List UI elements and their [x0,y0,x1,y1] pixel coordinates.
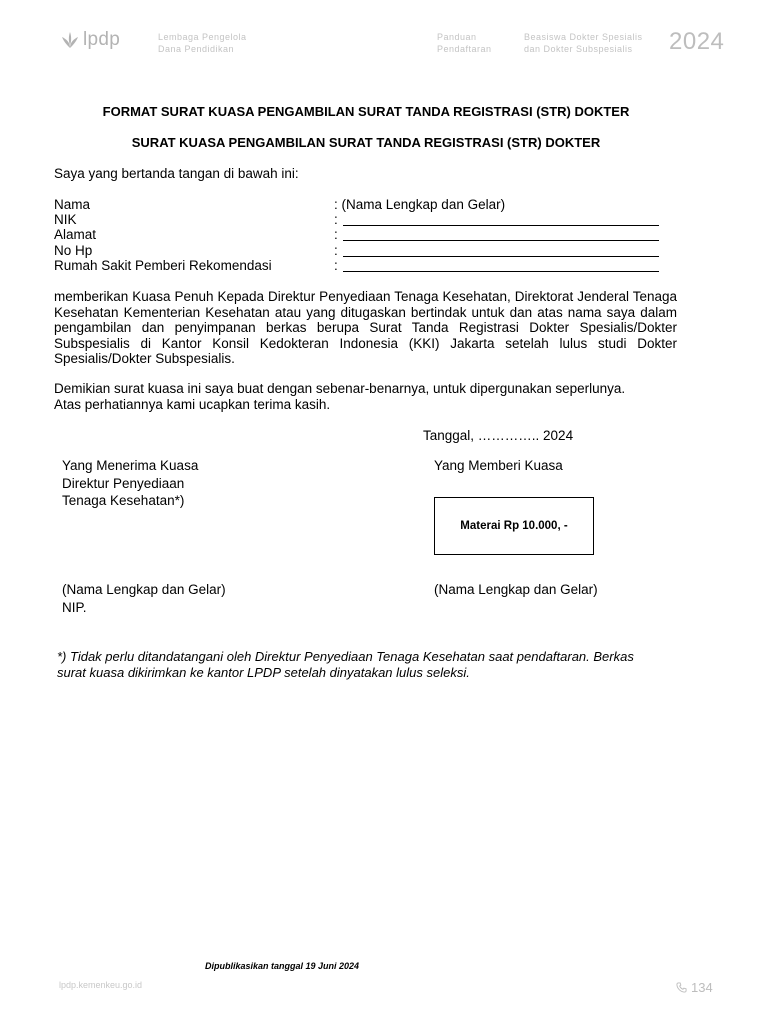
authorization-paragraph: memberikan Kuasa Penuh Kepada Direktur Penyediaan Tenaga Kesehatan, Direktorat Jenderal Tenaga Kesehatan Kementerian Kesehatan atau yang ditugaskan bertindak untuk dan atas nama saya dalam pengambilan dan penyimpanan berkas berupa Surat Tanda Registrasi Dokter Spesialis/Dokter Subspesialis di Kantor Konsil Kedokteran Indonesia (KKI) Jakarta setelah lulus studi Dokter Spesialis/Dokter Subspesialis. [54,289,677,366]
receiver-name: (Nama Lengkap dan Gelar) [62,582,226,597]
field-value-rumah-sakit: : [334,258,338,273]
intro-text: Saya yang bertanda tangan di bawah ini: [54,166,299,181]
date-line: Tanggal, ………….. 2024 [423,428,574,443]
format-title: FORMAT SURAT KUASA PENGAMBILAN SURAT TANDA REGISTRASI (STR) DOKTER [102,104,630,119]
field-value-alamat: : [334,227,338,242]
field-value-nama: : (Nama Lengkap dan Gelar) [334,197,506,212]
brand-text: lpdp [83,29,121,50]
published-date: Dipublikasikan tanggal 19 Juni 2024 [205,961,360,971]
field-label-nik: NIK [54,212,77,227]
stamp-text: Materai Rp 10.000, - [460,520,568,532]
guide-line-2: Pendaftaran [437,44,492,54]
stamp-box [434,497,594,555]
header-year: 2024 [669,28,725,55]
receiver-nip: NIP. [62,600,87,615]
field-value-nohp: : [334,243,338,258]
leaf-logo-icon [60,30,80,50]
giver-name: (Nama Lengkap dan Gelar) [434,582,598,597]
field-label-nohp: No Hp [54,243,93,258]
field-label-rumah-sakit: Rumah Sakit Pemberi Rekomendasi [54,258,272,273]
guide-line-1: Panduan [437,32,477,42]
receiver-title-1: Direktur Penyediaan [62,476,185,491]
footnote-line-2: surat kuasa dikirimkan ke kantor LPDP setelah dinyatakan lulus seleksi. [57,665,470,680]
field-line-rumah-sakit [343,271,659,272]
guide-label [437,31,492,55]
receiver-label: Yang Menerima Kuasa [62,458,199,473]
receiver-title-2: Tenaga Kesehatan*) [62,493,185,508]
field-line-nik [343,225,659,226]
footnote-line-1: *) Tidak perlu ditandatangani oleh Direktur Penyediaan Tenaga Kesehatan saat pendaftaran. Berkas [57,649,634,664]
program-line-1: Beasiswa Dokter Spesialis [524,32,643,42]
page-number-block [676,980,713,995]
field-line-nohp [343,256,659,257]
page-number: 134 [691,980,713,995]
closing-line-2: Atas perhatiannya kami ucapkan terima kasih. [54,397,331,412]
org-line-1: Lembaga Pengelola [158,32,247,42]
footer-url[interactable]: lpdp.kemenkeu.go.id [59,980,143,990]
program-line-2: dan Dokter Subspesialis [524,44,633,54]
closing-line-1: Demikian surat kuasa ini saya buat dengan sebenar-benarnya, untuk dipergunakan seperlunya. [54,381,626,396]
org-line-2: Dana Pendidikan [158,44,235,54]
giver-label: Yang Memberi Kuasa [434,458,563,473]
field-label-alamat: Alamat [54,227,97,242]
field-label-nama: Nama [54,197,91,212]
letter-title: SURAT KUASA PENGAMBILAN SURAT TANDA REGISTRASI (STR) DOKTER [131,135,601,150]
program-label [524,31,643,55]
lpdp-logo [60,29,120,51]
field-line-alamat [343,240,659,241]
phone-icon [676,982,687,993]
field-value-nik: : [334,212,338,227]
org-name [158,31,247,55]
